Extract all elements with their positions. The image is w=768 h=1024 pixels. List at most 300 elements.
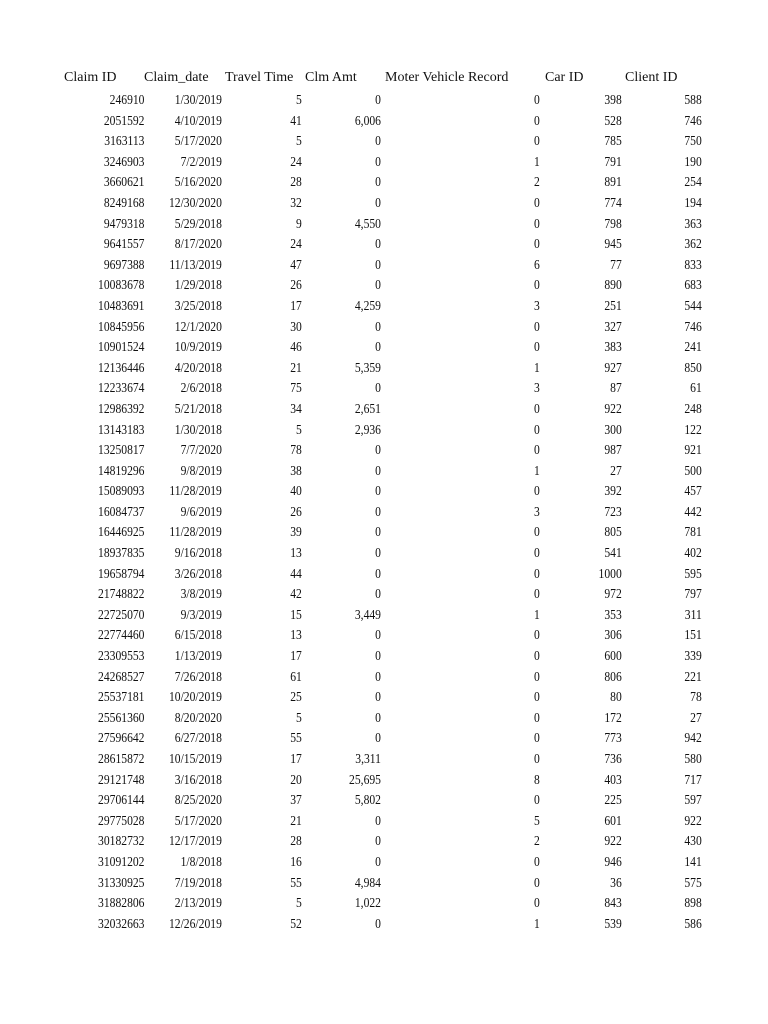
- table-row: [0, 791, 768, 812]
- car-id-cell: 27: [610, 462, 622, 478]
- claim-date-cell: 6/15/2018: [174, 627, 222, 643]
- clm-amt-cell: 0: [375, 689, 381, 705]
- client-id-cell: 500: [684, 462, 702, 478]
- travel-time-cell: 39: [290, 524, 302, 540]
- clm-amt-cell: 0: [375, 380, 381, 396]
- moter-vehicle-record-cell: 0: [534, 215, 540, 231]
- claim-date-cell: 9/3/2019: [180, 606, 222, 622]
- claim-date-cell: 1/30/2019: [174, 92, 222, 107]
- client-id-cell: 311: [684, 606, 702, 622]
- travel-time-cell: 5: [296, 421, 302, 437]
- car-id-cell: 398: [604, 92, 622, 107]
- car-id-cell: 723: [604, 503, 622, 519]
- car-id-cell: 306: [604, 627, 622, 643]
- moter-vehicle-record-cell: 0: [534, 277, 540, 293]
- header-travel-time: Travel Time: [225, 70, 294, 85]
- moter-vehicle-record-cell: 0: [534, 483, 540, 499]
- clm-amt-cell: 0: [375, 236, 381, 252]
- car-id-cell: 773: [604, 730, 622, 746]
- travel-time-cell: 30: [290, 318, 302, 334]
- table-row: [0, 338, 768, 359]
- moter-vehicle-record-cell: 2: [534, 174, 540, 190]
- travel-time-cell: 5: [296, 133, 302, 149]
- table-header: [0, 70, 768, 90]
- claim-id-cell: 22725070: [98, 606, 145, 622]
- clm-amt-cell: 0: [375, 915, 381, 931]
- claim-id-cell: 32032663: [98, 915, 145, 931]
- claim-id-cell: 28615872: [98, 751, 145, 766]
- travel-time-cell: 13: [290, 627, 302, 643]
- travel-time-cell: 5: [296, 709, 302, 725]
- clm-amt-cell: 2,651: [354, 400, 381, 416]
- client-id-cell: 746: [684, 112, 702, 128]
- client-id-cell: 61: [690, 380, 702, 396]
- car-id-cell: 972: [604, 586, 622, 602]
- client-id-cell: 254: [684, 174, 702, 190]
- claim-id-cell: 23309553: [98, 648, 145, 664]
- car-id-cell: 927: [604, 359, 622, 375]
- moter-vehicle-record-cell: 0: [534, 668, 540, 684]
- table-row: [0, 668, 768, 689]
- claim-id-cell: 30182732: [98, 833, 145, 849]
- client-id-cell: 339: [684, 648, 702, 664]
- table-row: [0, 400, 768, 421]
- claim-id-cell: 15089093: [98, 483, 145, 499]
- table-row: [0, 585, 768, 606]
- clm-amt-cell: 0: [375, 709, 381, 725]
- clm-amt-cell: 0: [375, 668, 381, 684]
- claim-date-cell: 8/17/2020: [174, 236, 222, 252]
- travel-time-cell: 47: [290, 256, 302, 272]
- client-id-cell: 122: [684, 421, 702, 437]
- moter-vehicle-record-cell: 0: [534, 586, 540, 602]
- client-id-cell: 921: [684, 442, 702, 458]
- table-row: [0, 771, 768, 792]
- table-body: [0, 91, 768, 935]
- car-id-cell: 251: [604, 297, 622, 313]
- moter-vehicle-record-cell: 0: [534, 236, 540, 252]
- claim-date-cell: 10/20/2019: [168, 689, 222, 705]
- car-id-cell: 791: [604, 153, 622, 169]
- moter-vehicle-record-cell: 3: [534, 380, 540, 396]
- car-id-cell: 383: [604, 339, 622, 355]
- clm-amt-cell: 0: [375, 194, 381, 210]
- claim-date-cell: 3/16/2018: [174, 771, 222, 787]
- claim-date-cell: 4/10/2019: [174, 112, 222, 128]
- clm-amt-cell: 5,359: [354, 359, 381, 375]
- clm-amt-cell: 0: [375, 730, 381, 746]
- moter-vehicle-record-cell: 0: [534, 524, 540, 540]
- clm-amt-cell: 0: [375, 153, 381, 169]
- table-row: [0, 173, 768, 194]
- car-id-cell: 77: [610, 256, 622, 272]
- table-row: [0, 832, 768, 853]
- client-id-cell: 850: [684, 359, 702, 375]
- moter-vehicle-record-cell: 0: [534, 92, 540, 107]
- moter-vehicle-record-cell: 2: [534, 833, 540, 849]
- clm-amt-cell: 0: [375, 503, 381, 519]
- clm-amt-cell: 0: [375, 586, 381, 602]
- table-row: [0, 709, 768, 730]
- travel-time-cell: 5: [296, 895, 302, 911]
- travel-time-cell: 38: [290, 462, 302, 478]
- clm-amt-cell: 0: [375, 92, 381, 107]
- car-id-cell: 541: [604, 545, 622, 561]
- travel-time-cell: 20: [290, 771, 302, 787]
- travel-time-cell: 21: [290, 359, 302, 375]
- car-id-cell: 80: [610, 689, 622, 705]
- car-id-cell: 36: [610, 874, 622, 890]
- claim-id-cell: 10901524: [98, 339, 145, 355]
- client-id-cell: 430: [684, 833, 702, 849]
- moter-vehicle-record-cell: 0: [534, 400, 540, 416]
- client-id-cell: 942: [684, 730, 702, 746]
- moter-vehicle-record-cell: 0: [534, 689, 540, 705]
- moter-vehicle-record-cell: 0: [534, 318, 540, 334]
- travel-time-cell: 28: [290, 174, 302, 190]
- claim-date-cell: 8/20/2020: [174, 709, 222, 725]
- travel-time-cell: 25: [290, 689, 302, 705]
- travel-time-cell: 46: [290, 339, 302, 355]
- client-id-cell: 151: [684, 627, 702, 643]
- car-id-cell: 600: [604, 648, 622, 664]
- car-id-cell: 1000: [598, 565, 622, 581]
- claim-date-cell: 3/25/2018: [174, 297, 222, 313]
- clm-amt-cell: 4,550: [354, 215, 381, 231]
- clm-amt-cell: 0: [375, 524, 381, 540]
- claim-date-cell: 1/30/2018: [174, 421, 222, 437]
- travel-time-cell: 13: [290, 545, 302, 561]
- moter-vehicle-record-cell: 0: [534, 730, 540, 746]
- client-id-cell: 190: [684, 153, 702, 169]
- travel-time-cell: 26: [290, 503, 302, 519]
- header-car-id: Car ID: [545, 70, 584, 85]
- car-id-cell: 403: [604, 771, 622, 787]
- claim-id-cell: 10083678: [98, 277, 145, 293]
- claim-date-cell: 9/6/2019: [180, 503, 222, 519]
- claim-date-cell: 6/27/2018: [174, 730, 222, 746]
- claim-id-cell: 21748822: [98, 586, 145, 602]
- claim-date-cell: 5/29/2018: [174, 215, 222, 231]
- moter-vehicle-record-cell: 1: [534, 153, 540, 169]
- client-id-cell: 597: [684, 792, 702, 808]
- table-row: [0, 894, 768, 915]
- claim-id-cell: 31091202: [98, 853, 145, 869]
- travel-time-cell: 9: [296, 215, 302, 231]
- car-id-cell: 922: [604, 400, 622, 416]
- clm-amt-cell: 0: [375, 174, 381, 190]
- car-id-cell: 946: [604, 853, 622, 869]
- claim-id-cell: 9641557: [103, 236, 145, 252]
- claim-date-cell: 1/29/2018: [174, 277, 222, 293]
- travel-time-cell: 17: [290, 648, 302, 664]
- claim-date-cell: 3/8/2019: [180, 586, 222, 602]
- client-id-cell: 27: [690, 709, 702, 725]
- car-id-cell: 890: [604, 277, 622, 293]
- clm-amt-cell: 1,022: [354, 895, 381, 911]
- travel-time-cell: 26: [290, 277, 302, 293]
- claim-id-cell: 27596642: [98, 730, 145, 746]
- travel-time-cell: 5: [296, 92, 302, 107]
- travel-time-cell: 15: [290, 606, 302, 622]
- clm-amt-cell: 25,695: [349, 771, 381, 787]
- table-row: [0, 256, 768, 277]
- table-row: [0, 441, 768, 462]
- table-row: [0, 91, 768, 112]
- clm-amt-cell: 0: [375, 133, 381, 149]
- claim-id-cell: 18937835: [98, 545, 145, 561]
- table-row: [0, 318, 768, 339]
- travel-time-cell: 28: [290, 833, 302, 849]
- car-id-cell: 87: [610, 380, 622, 396]
- claim-id-cell: 9697388: [103, 256, 145, 272]
- claim-date-cell: 10/15/2019: [168, 751, 222, 766]
- claim-date-cell: 5/16/2020: [174, 174, 222, 190]
- claim-id-cell: 13250817: [98, 442, 145, 458]
- client-id-cell: 750: [684, 133, 702, 149]
- table-row: [0, 729, 768, 750]
- car-id-cell: 987: [604, 442, 622, 458]
- travel-time-cell: 55: [290, 874, 302, 890]
- table-row: [0, 359, 768, 380]
- client-id-cell: 457: [684, 483, 702, 499]
- table-row: [0, 523, 768, 544]
- travel-time-cell: 41: [290, 112, 302, 128]
- claim-date-cell: 10/9/2019: [174, 339, 222, 355]
- travel-time-cell: 17: [290, 297, 302, 313]
- client-id-cell: 797: [684, 586, 702, 602]
- car-id-cell: 806: [604, 668, 622, 684]
- clm-amt-cell: 5,802: [354, 792, 381, 808]
- claim-id-cell: 16084737: [98, 503, 145, 519]
- moter-vehicle-record-cell: 0: [534, 112, 540, 128]
- moter-vehicle-record-cell: 0: [534, 442, 540, 458]
- claim-id-cell: 10845956: [98, 318, 145, 334]
- client-id-cell: 595: [684, 565, 702, 581]
- client-id-cell: 402: [684, 545, 702, 561]
- car-id-cell: 353: [604, 606, 622, 622]
- claim-id-cell: 3163113: [104, 133, 145, 149]
- table-row: [0, 647, 768, 668]
- clm-amt-cell: 0: [375, 812, 381, 828]
- car-id-cell: 774: [604, 194, 622, 210]
- claim-date-cell: 9/8/2019: [180, 462, 222, 478]
- client-id-cell: 194: [684, 194, 702, 210]
- table-row: [0, 853, 768, 874]
- claim-date-cell: 8/25/2020: [174, 792, 222, 808]
- table-row: [0, 544, 768, 565]
- claim-id-cell: 22774460: [98, 627, 145, 643]
- travel-time-cell: 78: [290, 442, 302, 458]
- claim-id-cell: 12986392: [98, 400, 145, 416]
- claim-id-cell: 14819296: [98, 462, 145, 478]
- table-row: [0, 112, 768, 133]
- moter-vehicle-record-cell: 0: [534, 792, 540, 808]
- moter-vehicle-record-cell: 0: [534, 853, 540, 869]
- travel-time-cell: 44: [290, 565, 302, 581]
- client-id-cell: 248: [684, 400, 702, 416]
- client-id-cell: 588: [684, 92, 702, 107]
- claim-date-cell: 2/13/2019: [174, 895, 222, 911]
- clm-amt-cell: 0: [375, 462, 381, 478]
- clm-amt-cell: 6,006: [354, 112, 381, 128]
- car-id-cell: 805: [604, 524, 622, 540]
- clm-amt-cell: 4,259: [354, 297, 381, 313]
- travel-time-cell: 75: [290, 380, 302, 396]
- travel-time-cell: 17: [290, 751, 302, 766]
- claim-id-cell: 12136446: [98, 359, 145, 375]
- claim-date-cell: 7/2/2019: [180, 153, 222, 169]
- claim-date-cell: 9/16/2018: [174, 545, 222, 561]
- travel-time-cell: 21: [290, 812, 302, 828]
- car-id-cell: 798: [604, 215, 622, 231]
- client-id-cell: 922: [684, 812, 702, 828]
- table-row: [0, 503, 768, 524]
- travel-time-cell: 61: [290, 668, 302, 684]
- car-id-cell: 785: [604, 133, 622, 149]
- client-id-cell: 241: [684, 339, 702, 355]
- moter-vehicle-record-cell: 0: [534, 421, 540, 437]
- travel-time-cell: 55: [290, 730, 302, 746]
- clm-amt-cell: 0: [375, 483, 381, 499]
- claim-id-cell: 24268527: [98, 668, 145, 684]
- client-id-cell: 580: [684, 751, 702, 766]
- client-id-cell: 78: [690, 689, 702, 705]
- claim-id-cell: 13143183: [98, 421, 145, 437]
- moter-vehicle-record-cell: 6: [534, 256, 540, 272]
- header-claim-date: Claim_date: [144, 70, 209, 85]
- moter-vehicle-record-cell: 0: [534, 709, 540, 725]
- client-id-cell: 221: [684, 668, 702, 684]
- moter-vehicle-record-cell: 0: [534, 565, 540, 581]
- travel-time-cell: 32: [290, 194, 302, 210]
- moter-vehicle-record-cell: 0: [534, 339, 540, 355]
- table-row: [0, 874, 768, 895]
- moter-vehicle-record-cell: 0: [534, 133, 540, 149]
- moter-vehicle-record-cell: 1: [534, 915, 540, 931]
- clm-amt-cell: 4,984: [354, 874, 381, 890]
- clm-amt-cell: 0: [375, 648, 381, 664]
- clm-amt-cell: 2,936: [354, 421, 381, 437]
- claim-date-cell: 12/26/2019: [168, 915, 222, 931]
- table-row: [0, 153, 768, 174]
- client-id-cell: 442: [684, 503, 702, 519]
- travel-time-cell: 24: [290, 153, 302, 169]
- claim-id-cell: 246910: [109, 92, 145, 107]
- claim-date-cell: 11/13/2019: [169, 256, 222, 272]
- claim-id-cell: 2051592: [103, 112, 145, 128]
- car-id-cell: 172: [604, 709, 622, 725]
- table-row: [0, 688, 768, 709]
- clm-amt-cell: 0: [375, 277, 381, 293]
- clm-amt-cell: 3,449: [354, 606, 381, 622]
- car-id-cell: 922: [604, 833, 622, 849]
- moter-vehicle-record-cell: 3: [534, 503, 540, 519]
- client-id-cell: 141: [684, 853, 702, 869]
- claim-date-cell: 2/6/2018: [180, 380, 222, 396]
- claim-id-cell: 3246903: [103, 153, 145, 169]
- clm-amt-cell: 0: [375, 853, 381, 869]
- claim-date-cell: 5/17/2020: [174, 133, 222, 149]
- clm-amt-cell: 0: [375, 339, 381, 355]
- table-row: [0, 276, 768, 297]
- claim-id-cell: 19658794: [98, 565, 145, 581]
- table-row: [0, 297, 768, 318]
- car-id-cell: 225: [604, 792, 622, 808]
- car-id-cell: 528: [604, 112, 622, 128]
- moter-vehicle-record-cell: 1: [534, 462, 540, 478]
- claim-id-cell: 29706144: [98, 792, 145, 808]
- table-row: [0, 482, 768, 503]
- travel-time-cell: 40: [290, 483, 302, 499]
- car-id-cell: 843: [604, 895, 622, 911]
- table-row: [0, 462, 768, 483]
- claim-id-cell: 10483691: [98, 297, 145, 313]
- moter-vehicle-record-cell: 0: [534, 648, 540, 664]
- table-row: [0, 421, 768, 442]
- claim-id-cell: 9479318: [103, 215, 145, 231]
- travel-time-cell: 42: [290, 586, 302, 602]
- claim-date-cell: 12/17/2019: [168, 833, 222, 849]
- table-row: [0, 915, 768, 936]
- claim-date-cell: 1/13/2019: [174, 648, 222, 664]
- table-row: [0, 606, 768, 627]
- claim-date-cell: 11/28/2019: [169, 524, 222, 540]
- moter-vehicle-record-cell: 0: [534, 751, 540, 766]
- moter-vehicle-record-cell: 0: [534, 874, 540, 890]
- clm-amt-cell: 0: [375, 833, 381, 849]
- claim-date-cell: 7/19/2018: [174, 874, 222, 890]
- table-row: [0, 812, 768, 833]
- moter-vehicle-record-cell: 5: [534, 812, 540, 828]
- table-row: [0, 132, 768, 153]
- claim-date-cell: 3/26/2018: [174, 565, 222, 581]
- claim-date-cell: 12/1/2020: [174, 318, 222, 334]
- travel-time-cell: 37: [290, 792, 302, 808]
- claim-date-cell: 11/28/2019: [169, 483, 222, 499]
- header-claim-id: Claim ID: [64, 70, 117, 85]
- moter-vehicle-record-cell: 1: [534, 606, 540, 622]
- header-client-id: Client ID: [625, 70, 678, 85]
- claim-id-cell: 8249168: [103, 194, 145, 210]
- client-id-cell: 717: [684, 771, 702, 787]
- claim-date-cell: 7/26/2018: [174, 668, 222, 684]
- clm-amt-cell: 3,311: [355, 751, 381, 766]
- claim-id-cell: 25561360: [98, 709, 145, 725]
- table-row: [0, 750, 768, 771]
- table-row: [0, 215, 768, 236]
- clm-amt-cell: 0: [375, 627, 381, 643]
- moter-vehicle-record-cell: 0: [534, 895, 540, 911]
- car-id-cell: 392: [604, 483, 622, 499]
- moter-vehicle-record-cell: 0: [534, 194, 540, 210]
- claim-id-cell: 16446925: [98, 524, 145, 540]
- travel-time-cell: 24: [290, 236, 302, 252]
- client-id-cell: 575: [684, 874, 702, 890]
- claim-date-cell: 4/20/2018: [174, 359, 222, 375]
- table-row: [0, 194, 768, 215]
- client-id-cell: 898: [684, 895, 702, 911]
- clm-amt-cell: 0: [375, 442, 381, 458]
- moter-vehicle-record-cell: 1: [534, 359, 540, 375]
- travel-time-cell: 16: [290, 853, 302, 869]
- clm-amt-cell: 0: [375, 318, 381, 334]
- header-clm-amt: Clm Amt: [305, 70, 357, 85]
- claim-date-cell: 1/8/2018: [180, 853, 222, 869]
- table-row: [0, 235, 768, 256]
- claim-id-cell: 29121748: [98, 771, 145, 787]
- claim-id-cell: 31330925: [98, 874, 145, 890]
